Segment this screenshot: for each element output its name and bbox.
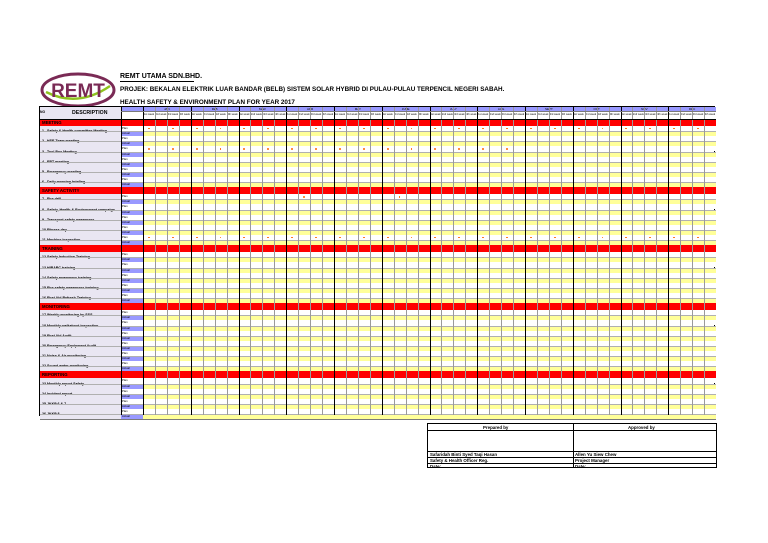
week-label: 1st week	[382, 113, 393, 116]
plan-label: Plan	[121, 252, 143, 257]
item-label: First Aid Refresh Training	[47, 296, 91, 301]
plan-label: Plan	[121, 389, 143, 394]
column-line	[167, 107, 168, 415]
column-line	[155, 107, 156, 415]
column-line	[143, 107, 144, 415]
row-divider	[40, 257, 716, 258]
column-line	[358, 107, 359, 415]
item-number: 21	[42, 354, 46, 359]
plan-label: Plan	[121, 320, 143, 325]
plan-mark	[148, 148, 150, 150]
month-label-oct: OCT	[593, 107, 600, 111]
row-divider	[40, 182, 716, 183]
plan-label: Plan	[121, 331, 143, 336]
item-number: 6	[42, 180, 44, 185]
actual-label: Actual	[121, 268, 143, 273]
week-label: 1st week	[478, 113, 489, 116]
actual-label: Actual	[121, 336, 143, 341]
week-label: 1st week	[239, 113, 250, 116]
plan-mark	[303, 196, 305, 198]
item-number: 25	[42, 402, 46, 406]
plan-label: Plan	[121, 293, 143, 298]
week-label: 3rd week	[167, 113, 179, 116]
week-label: 3rd week	[501, 113, 513, 116]
plan-mark	[506, 148, 508, 150]
actual-label: Actual	[121, 172, 143, 177]
item-label: First Aid Audit	[47, 333, 72, 338]
column-line	[394, 107, 395, 415]
column-line	[262, 107, 263, 415]
week-label: 3rd week	[549, 113, 561, 116]
plan-label: Plan	[121, 378, 143, 383]
actual-label: Actual	[121, 384, 143, 389]
column-line	[597, 107, 598, 415]
column-line	[430, 107, 431, 415]
item-number: 19	[42, 333, 46, 338]
actual-label: Actual	[121, 356, 143, 361]
actual-label: Actual	[121, 199, 143, 204]
column-line	[537, 107, 538, 415]
prepared-by-label: Prepared by	[483, 425, 509, 430]
row-border	[40, 419, 716, 420]
column-line	[477, 107, 478, 415]
column-line	[382, 107, 383, 415]
week-label: 3rd week	[358, 113, 370, 116]
plan-label: Plan	[121, 204, 143, 209]
plan-label: Plan	[121, 361, 143, 366]
column-line	[418, 107, 419, 415]
column-line	[621, 107, 622, 415]
plan-mark	[291, 148, 293, 150]
week-label: 4th week	[227, 113, 238, 116]
item-number: 26	[42, 412, 46, 417]
plan-label: Plan	[121, 126, 143, 131]
week-label: 3rd week	[406, 113, 417, 116]
week-label: 1st week	[287, 113, 298, 116]
week-label: 1st week	[334, 113, 346, 116]
item-label: Noise & Air monitoring	[47, 354, 86, 359]
column-line	[465, 107, 466, 415]
week-label: 4th week	[513, 113, 525, 116]
plan-label: Plan	[121, 177, 143, 182]
item-label: Tool Box Meeting	[47, 149, 77, 154]
approved-by-label: Approved by	[628, 425, 655, 430]
logo-text: REMT	[51, 81, 105, 102]
prepared-by-name: Safaridah Binti Syed Taqi Hasan	[430, 452, 498, 457]
actual-label: Actual	[121, 288, 143, 293]
column-line	[513, 107, 514, 415]
item-number: 2	[42, 139, 44, 144]
item-label: Monthly report Safety	[47, 381, 84, 386]
item-number: 9	[42, 217, 44, 222]
column-line	[121, 107, 122, 415]
week-label: 3rd week	[215, 113, 226, 116]
actual-label: Actual	[121, 210, 143, 215]
row-divider	[40, 172, 716, 173]
item-label: Fire safety awareness training	[47, 286, 99, 290]
month-label-dec: DEC	[688, 107, 696, 111]
column-line	[346, 107, 347, 415]
month-label-aug: AUG	[497, 107, 505, 111]
item-label: Emergency Equipment Audit	[47, 344, 96, 348]
week-label: 2nd week	[489, 113, 501, 116]
no-header: NO	[40, 110, 46, 114]
week-label: 1st week	[525, 113, 537, 116]
item-label: Sound water monitoring	[47, 364, 89, 369]
column-line	[298, 107, 299, 415]
item-label: JKKP 8	[47, 412, 60, 417]
column-line	[632, 107, 633, 415]
plan-label: Plan	[121, 283, 143, 288]
month-label-sept: SEPT	[544, 107, 553, 111]
plan-mark	[339, 148, 341, 150]
item-number: 7	[42, 197, 44, 202]
column-line	[561, 107, 562, 415]
actual-label: Actual	[121, 230, 143, 235]
row-divider	[40, 298, 716, 299]
week-label: 4th week	[179, 113, 190, 116]
column-line	[680, 107, 681, 415]
plan-mark	[482, 148, 484, 150]
item-number: 11	[42, 238, 46, 243]
actual-label: Actual	[121, 315, 143, 320]
item-label: Safety awareness training	[47, 275, 92, 280]
item-label: ERT meeting	[47, 159, 69, 164]
item-label: Monthly walkabout inspection	[47, 323, 99, 328]
actual-label: Actual	[121, 257, 143, 262]
week-label: 2nd week	[632, 113, 644, 116]
actual-label: Actual	[121, 162, 143, 167]
company-name: REMT UTAMA SDN.BHD.	[120, 73, 203, 80]
week-label: 2nd week	[298, 113, 310, 116]
item-label: Weekly monitoring by SSS	[47, 313, 93, 318]
item-number: 17	[42, 313, 46, 318]
column-line	[286, 107, 287, 415]
item-number: 8	[42, 207, 44, 212]
item-label: HSE Team meeting	[47, 139, 80, 144]
column-line	[489, 107, 490, 415]
row-divider	[40, 346, 716, 347]
plan-label: Plan	[121, 157, 143, 162]
week-label: 2nd week	[346, 113, 358, 116]
row-divider	[40, 240, 716, 241]
column-line	[227, 107, 228, 415]
month-label-nov: NOV	[641, 107, 648, 111]
week-label: 4th week	[704, 113, 716, 116]
item-number: 14	[42, 275, 46, 280]
week-label: 1st week	[430, 113, 441, 116]
week-label: 3rd week	[692, 113, 704, 116]
row-divider	[40, 199, 716, 200]
plan-label: Plan	[121, 273, 143, 278]
row-divider	[40, 366, 716, 367]
month-label-july: JULY	[449, 107, 457, 111]
week-label: 2nd week	[203, 113, 215, 116]
row-divider	[40, 141, 716, 142]
actual-label: Actual	[121, 240, 143, 245]
section-bar	[40, 245, 716, 252]
item-label: Fitness day	[47, 228, 67, 232]
remt-logo	[40, 72, 116, 108]
item-number: 3	[42, 149, 44, 154]
item-number: 24	[42, 391, 46, 396]
row-divider	[40, 414, 716, 415]
row-divider	[40, 288, 716, 289]
week-label: 3rd week	[310, 113, 322, 116]
section-title: TRAINING	[42, 246, 63, 252]
column-line	[310, 107, 311, 415]
item-label: JKKP 6 & 7	[47, 402, 67, 406]
header-divider	[121, 111, 716, 112]
plan-mark	[387, 148, 389, 150]
item-number: 22	[42, 364, 46, 369]
item-label: HIRARC training	[47, 265, 76, 270]
actual-label: Actual	[121, 141, 143, 146]
item-number: 10	[42, 228, 46, 232]
column-line	[525, 107, 526, 415]
month-label-may: MAY	[354, 107, 362, 111]
plan-label: Plan	[121, 262, 143, 267]
week-label: 4th week	[370, 113, 381, 116]
item-label: Safety & Health committee Meeting	[47, 129, 107, 134]
prepared-by-role: Safety & Health Officer Reg.	[430, 458, 489, 463]
actual-label: Actual	[121, 278, 143, 283]
item-number: 20	[42, 344, 46, 348]
hse-plan-table	[39, 106, 716, 419]
plan-label: Plan	[121, 399, 143, 404]
column-line	[274, 107, 275, 415]
item-number: 1	[42, 129, 44, 134]
week-label: 1st week	[573, 113, 584, 116]
week-label: 1st week	[143, 113, 155, 116]
prepared-by-date: Date:	[430, 464, 441, 469]
column-line	[585, 107, 586, 415]
item-number: 18	[42, 323, 46, 328]
week-label: 2nd week	[441, 113, 453, 116]
item-label: Daily morning briefing	[47, 180, 86, 185]
section-bar	[40, 187, 716, 194]
week-label: 2nd week	[394, 113, 406, 116]
month-label-apr: APR	[307, 107, 314, 111]
actual-label: Actual	[121, 346, 143, 351]
column-line	[191, 107, 192, 415]
column-line	[668, 107, 669, 415]
week-label: 2nd week	[585, 113, 597, 116]
row-divider	[40, 315, 716, 316]
section-title: MONITORING	[42, 304, 70, 310]
item-label: Safety, Health & Environment campaign	[47, 207, 115, 212]
project-title: PROJEK: BEKALAN ELEKTRIK LUAR BANDAR (BELB) SISTEM SOLAR HYBRID DI PULAU-PULAU TERPENCIL NEGERI SABAH.	[120, 86, 505, 93]
column-line	[453, 107, 454, 415]
actual-label: Actual	[121, 366, 143, 371]
actual-label: Actual	[121, 414, 143, 419]
plan-label: Plan	[121, 215, 143, 220]
month-label-mar: MAR	[259, 107, 266, 111]
column-line	[179, 107, 180, 415]
approved-by-date: Date:	[575, 464, 586, 469]
column-line	[334, 107, 335, 415]
plan-label: Plan	[121, 409, 143, 414]
item-number: 13	[42, 265, 46, 270]
plan-label: Plan	[121, 235, 143, 240]
item-number: 23	[42, 381, 46, 386]
plan-mark	[172, 148, 174, 150]
section-bar	[40, 119, 716, 126]
signature-block	[427, 423, 717, 468]
column-line	[441, 107, 442, 415]
week-label: 1st week	[621, 113, 632, 116]
section-title: MEETING	[42, 120, 62, 125]
plan-mark	[363, 148, 365, 150]
column-line	[644, 107, 645, 415]
item-label: Fire drill	[47, 197, 62, 202]
column-line	[322, 107, 323, 415]
column-line	[203, 107, 204, 415]
row-divider	[40, 131, 716, 132]
actual-label: Actual	[121, 152, 143, 157]
actual-label: Actual	[121, 298, 143, 303]
column-line	[250, 107, 251, 415]
month-label-june: JUNE	[401, 107, 410, 111]
item-label: Incident report	[47, 391, 73, 396]
plan-label: Plan	[121, 225, 143, 230]
item-number: 12	[42, 255, 46, 260]
week-label: 4th week	[561, 113, 572, 116]
week-label: 3rd week	[263, 113, 274, 116]
plan-mark	[196, 148, 198, 150]
plan-label: Plan	[121, 167, 143, 172]
column-line	[692, 107, 693, 415]
item-label: Emergency meeting	[47, 170, 82, 174]
week-label: 2nd week	[680, 113, 692, 116]
column-line	[215, 107, 216, 415]
week-label: 4th week	[275, 113, 286, 116]
week-label: 3rd week	[645, 113, 656, 116]
column-line	[370, 107, 371, 415]
plan-mark	[267, 148, 269, 150]
plan-label: Plan	[121, 310, 143, 315]
header-border	[40, 119, 716, 120]
column-line	[501, 107, 502, 415]
description-header: DESCRIPTION	[72, 110, 108, 116]
actual-label: Actual	[121, 404, 143, 409]
section-bar	[40, 371, 716, 378]
plan-label: Plan	[121, 351, 143, 356]
actual-label: Actual	[121, 326, 143, 331]
column-line	[609, 107, 610, 415]
item-label: Transport safety awareness	[47, 217, 95, 222]
week-label: 4th week	[322, 113, 334, 116]
approved-by-name: Allen Yu Siew Chew	[575, 452, 617, 457]
plan-mark	[458, 148, 460, 150]
item-number: 16	[42, 296, 46, 301]
approved-by-role: Project Manager	[575, 458, 610, 463]
item-number: 5	[42, 170, 44, 174]
item-number: 4	[42, 159, 44, 164]
week-label: 4th week	[609, 113, 620, 116]
plan-title: HEALTH SAFETY & ENVIRONMENT PLAN FOR YEAR 2017	[120, 99, 295, 106]
item-label: Machine inspection	[47, 238, 81, 243]
row-divider	[40, 404, 716, 405]
item-label: Safety Induction Training	[47, 255, 90, 260]
week-label: 2nd week	[155, 113, 167, 116]
week-label: 4th week	[466, 113, 477, 116]
plan-mark	[315, 148, 317, 150]
week-label: 3rd week	[454, 113, 465, 116]
week-label: 1st week	[669, 113, 680, 116]
column-line	[656, 107, 657, 415]
column-line	[573, 107, 574, 415]
row-divider	[40, 356, 716, 357]
actual-label: Actual	[121, 220, 143, 225]
actual-label: Actual	[121, 182, 143, 187]
plan-label: Plan	[121, 136, 143, 141]
section-title: SAFETY ACTIVITY	[42, 188, 80, 194]
plan-label: Plan	[121, 341, 143, 346]
company-underline	[120, 81, 194, 82]
week-label: 4th week	[657, 113, 668, 116]
column-line	[704, 107, 705, 415]
actual-label: Actual	[121, 131, 143, 136]
item-number: 15	[42, 286, 46, 290]
row-divider	[40, 230, 716, 231]
plan-label: Plan	[121, 146, 143, 151]
actual-label: Actual	[121, 394, 143, 399]
section-bar	[40, 303, 716, 310]
week-label: 2nd week	[537, 113, 549, 116]
column-line	[549, 107, 550, 415]
column-line	[406, 107, 407, 415]
section-title: REPORTING	[42, 372, 68, 378]
week-label: 1st week	[191, 113, 202, 116]
month-label-feb: FEB	[211, 107, 218, 111]
column-line	[239, 107, 240, 415]
week-label: 3rd week	[597, 113, 608, 116]
week-label: 4th week	[418, 113, 429, 116]
week-label: 2nd week	[250, 113, 262, 116]
plan-label: Plan	[121, 194, 143, 199]
month-label-jan: JAN	[164, 107, 170, 111]
